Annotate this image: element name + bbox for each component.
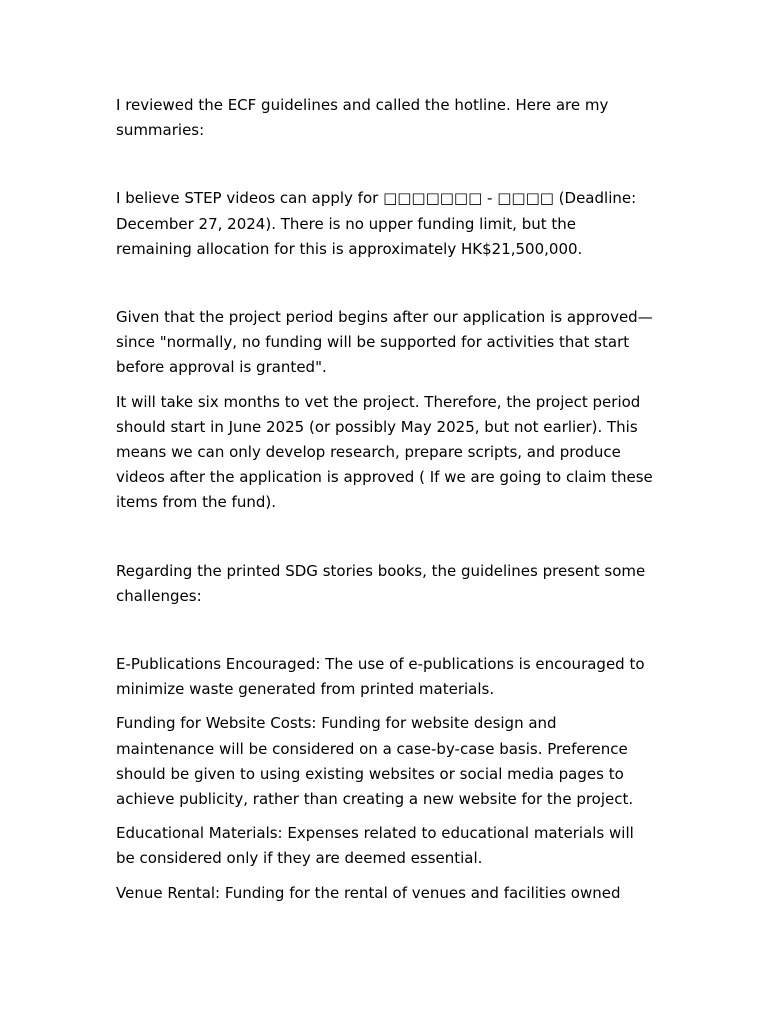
paragraph-spacer <box>116 609 656 652</box>
paragraph-spacer <box>116 872 656 881</box>
paragraph-sdg-books: Regarding the printed SDG stories books, the guidelines present some challenges: <box>116 561 646 605</box>
paragraph-vetting: It will take six months to vet the project. Therefore, the project period should start in June 2025 (or possibly May 2025, but not earlier). This means we can only develop research, prepare scripts, and produce videos after the application is approved ( If we are going to claim these items from the fund). <box>116 392 653 512</box>
paragraph-venue-rental: Venue Rental: Funding for the rental of venues and facilities owned <box>116 883 621 902</box>
paragraph-website-costs: Funding for Website Costs: Funding for website design and maintenance will be considered on a case-by-case basis. Preference should be given to using existing websites or social media pages to achieve publicity, rather than creating a new website for the project. <box>116 714 634 809</box>
paragraph-project-period: Given that the project period begins after our application is approved—since "normally, no funding will be supported for activities that start before approval is granted". <box>116 308 653 377</box>
paragraph-e-publications: E-Publications Encouraged: The use of e-publications is encouraged to minimize waste generated from printed materials. <box>116 655 645 699</box>
paragraph-step-videos: I believe STEP videos can apply for □□□□□□□ - □□□□ (Deadline: December 27, 2024). There is no upper funding limit, but the remaining allocation for this is approximately HK$21,500,000. <box>116 189 637 258</box>
document-body <box>116 93 656 906</box>
paragraph-educational-materials: Educational Materials: Expenses related to educational materials will be considered only if they are deemed essential. <box>116 824 634 868</box>
paragraph-spacer <box>116 812 656 821</box>
paragraph-spacer <box>116 143 656 186</box>
paragraph-spacer <box>116 702 656 711</box>
paragraph-intro: I reviewed the ECF guidelines and called the hotline. Here are my summaries: <box>116 96 609 140</box>
paragraph-spacer <box>116 262 656 305</box>
paragraph-spacer <box>116 381 656 390</box>
paragraph-spacer <box>116 516 656 559</box>
